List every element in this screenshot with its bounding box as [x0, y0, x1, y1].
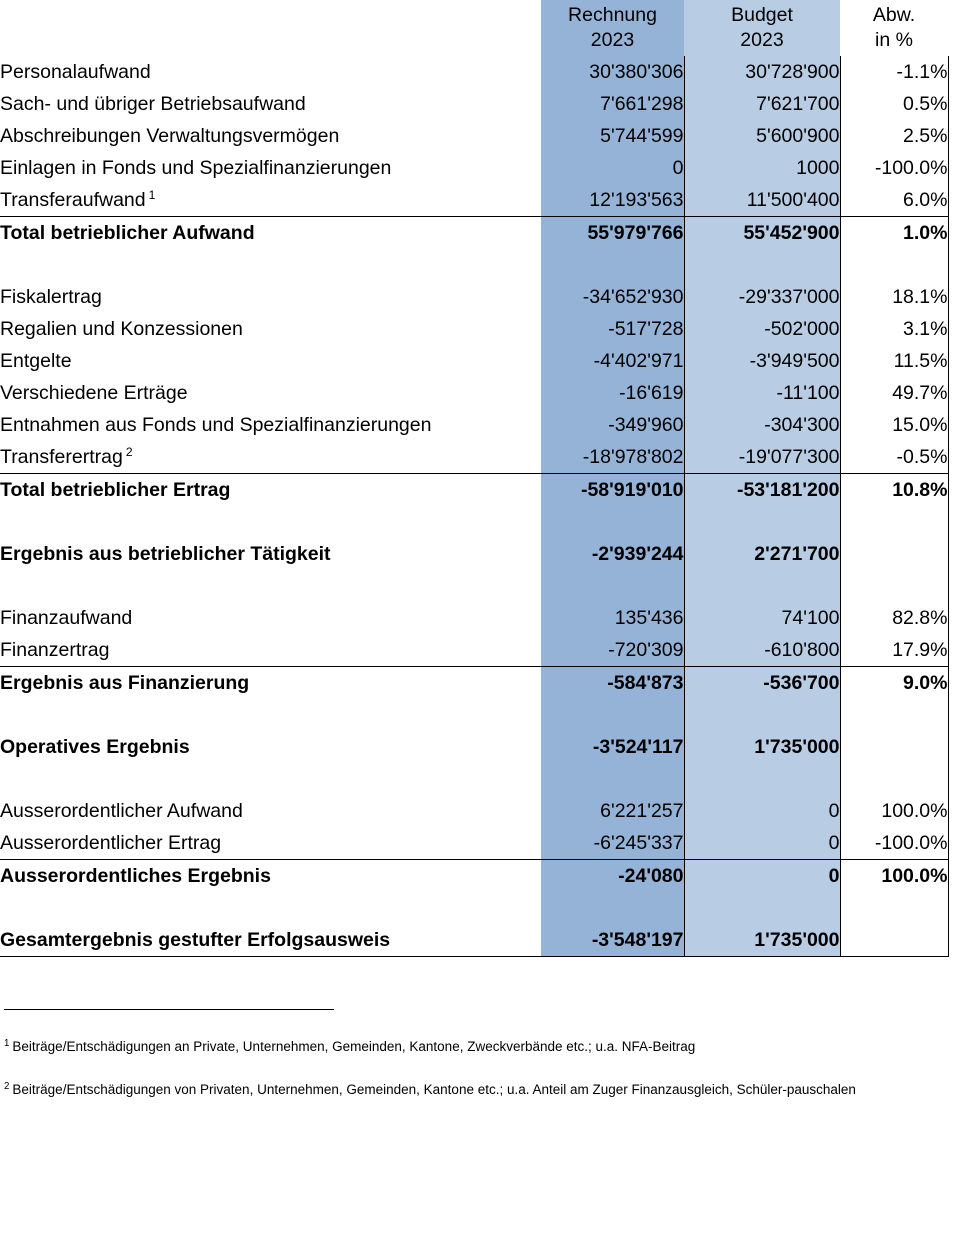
spacer-cell — [0, 249, 541, 281]
row-value-budget: -610'800 — [684, 634, 840, 667]
row-value-budget: -304'300 — [684, 409, 840, 441]
row-value-budget: -53'181'200 — [684, 474, 840, 507]
row-value-actual: -2'939'244 — [541, 538, 684, 570]
row-value-deviation — [840, 924, 948, 957]
spacer-cell — [840, 763, 948, 795]
table-row — [0, 377, 948, 409]
spacer-cell — [840, 892, 948, 924]
row-label — [0, 731, 541, 763]
row-label — [0, 634, 541, 667]
row-label — [0, 184, 541, 217]
table-spacer-row — [0, 763, 948, 795]
row-value-budget: 0 — [684, 795, 840, 827]
row-label-text: Finanzaufwand — [0, 607, 133, 629]
row-label-text: Einlagen in Fonds und Spezialfinanzierungen — [0, 157, 392, 179]
row-label — [0, 860, 541, 893]
row-label — [0, 667, 541, 700]
row-label-text: Total betrieblicher Aufwand — [0, 222, 255, 244]
row-value-deviation: 18.1% — [840, 281, 948, 313]
row-value-deviation: 6.0% — [840, 184, 948, 217]
row-value-actual: 135'436 — [541, 602, 684, 634]
spacer-cell — [684, 570, 840, 602]
row-value-actual: -3'524'117 — [541, 731, 684, 763]
column-header-actual-line1: Rechnung — [568, 4, 657, 26]
row-value-actual: -4'402'971 — [541, 345, 684, 377]
row-value-actual: 5'744'599 — [541, 120, 684, 152]
table-total-row — [0, 217, 948, 250]
column-header-budget-line2: 2023 — [740, 29, 784, 51]
row-label-text: Regalien und Konzessionen — [0, 318, 243, 340]
table-total-row — [0, 731, 948, 763]
spacer-cell — [840, 699, 948, 731]
row-value-deviation: 3.1% — [840, 313, 948, 345]
spacer-cell — [541, 763, 684, 795]
row-label — [0, 538, 541, 570]
footnote-item — [4, 1081, 955, 1098]
column-header-budget — [684, 0, 840, 56]
row-value-deviation: 10.8% — [840, 474, 948, 507]
row-value-actual: 12'193'563 — [541, 184, 684, 217]
table-total-row — [0, 860, 948, 893]
row-label — [0, 409, 541, 441]
row-label — [0, 345, 541, 377]
table-row — [0, 827, 948, 860]
row-value-budget: 0 — [684, 860, 840, 893]
row-label — [0, 474, 541, 507]
row-label — [0, 88, 541, 120]
row-value-deviation: 49.7% — [840, 377, 948, 409]
row-value-deviation: 15.0% — [840, 409, 948, 441]
row-label — [0, 120, 541, 152]
row-value-deviation: -1.1% — [840, 56, 948, 88]
row-value-budget: 55'452'900 — [684, 217, 840, 250]
row-value-actual: -16'619 — [541, 377, 684, 409]
row-label — [0, 217, 541, 250]
row-value-actual: -720'309 — [541, 634, 684, 667]
row-label-text: Ausserordentliches Ergebnis — [0, 865, 271, 887]
row-label — [0, 441, 541, 474]
row-value-actual: -18'978'802 — [541, 441, 684, 474]
row-value-budget: 1'735'000 — [684, 731, 840, 763]
spacer-cell — [541, 249, 684, 281]
row-value-deviation: -100.0% — [840, 152, 948, 184]
row-value-deviation: 0.5% — [840, 88, 948, 120]
row-label-text: Ausserordentlicher Ertrag — [0, 832, 222, 854]
row-label — [0, 281, 541, 313]
footnote-separator-rule — [4, 1009, 334, 1010]
row-value-actual: -34'652'930 — [541, 281, 684, 313]
row-value-deviation: 100.0% — [840, 860, 948, 893]
table-spacer-row — [0, 506, 948, 538]
row-label-text: Ergebnis aus Finanzierung — [0, 672, 250, 694]
row-label-text: Verschiedene Erträge — [0, 382, 188, 404]
column-header-actual-line2: 2023 — [590, 29, 635, 51]
table-row — [0, 313, 948, 345]
row-value-budget: 30'728'900 — [684, 56, 840, 88]
column-header-deviation-line1: Abw. — [872, 4, 916, 26]
row-value-budget: 1000 — [684, 152, 840, 184]
spacer-cell — [541, 699, 684, 731]
row-value-deviation: 9.0% — [840, 667, 948, 700]
table-total-row — [0, 924, 948, 957]
row-label — [0, 313, 541, 345]
row-label — [0, 152, 541, 184]
table-row — [0, 441, 948, 474]
table-row — [0, 88, 948, 120]
row-value-actual: -58'919'010 — [541, 474, 684, 507]
row-value-actual: 55'979'766 — [541, 217, 684, 250]
row-value-actual: -6'245'337 — [541, 827, 684, 860]
spacer-cell — [684, 699, 840, 731]
row-label-text: Operatives Ergebnis — [0, 736, 190, 758]
table-spacer-row — [0, 699, 948, 731]
row-value-budget: -19'077'300 — [684, 441, 840, 474]
spacer-cell — [0, 892, 541, 924]
row-value-budget: -536'700 — [684, 667, 840, 700]
row-label-text: Ergebnis aus betrieblicher Tätigkeit — [0, 543, 331, 565]
row-value-deviation: 1.0% — [840, 217, 948, 250]
table-body — [0, 56, 948, 957]
table-row — [0, 634, 948, 667]
row-value-budget: -3'949'500 — [684, 345, 840, 377]
spacer-cell — [541, 570, 684, 602]
footnotes-section — [0, 1009, 955, 1098]
spacer-cell — [684, 763, 840, 795]
row-value-actual: 7'661'298 — [541, 88, 684, 120]
footnote-list — [4, 1038, 955, 1098]
row-value-budget: 2'271'700 — [684, 538, 840, 570]
row-label-text: Entgelte — [0, 350, 72, 372]
row-value-budget: 1'735'000 — [684, 924, 840, 957]
table-spacer-row — [0, 892, 948, 924]
row-value-actual: -3'548'197 — [541, 924, 684, 957]
row-label — [0, 827, 541, 860]
row-label — [0, 56, 541, 88]
row-value-deviation: 100.0% — [840, 795, 948, 827]
row-label-text: Ausserordentlicher Aufwand — [0, 800, 243, 822]
table-total-row — [0, 667, 948, 700]
row-value-deviation: 17.9% — [840, 634, 948, 667]
row-value-actual: 30'380'306 — [541, 56, 684, 88]
row-label-text: Total betrieblicher Ertrag — [0, 479, 231, 501]
row-value-budget: -29'337'000 — [684, 281, 840, 313]
spacer-cell — [541, 892, 684, 924]
row-label-text: Abschreibungen Verwaltungsvermögen — [0, 125, 340, 147]
row-value-deviation: 2.5% — [840, 120, 948, 152]
row-label — [0, 602, 541, 634]
spacer-cell — [0, 699, 541, 731]
footnote-marker: 2 — [125, 444, 133, 459]
column-header-actual — [541, 0, 684, 56]
row-value-actual: -517'728 — [541, 313, 684, 345]
table-row — [0, 795, 948, 827]
row-label-text: Transferertrag — [0, 446, 123, 468]
row-value-deviation: 11.5% — [840, 345, 948, 377]
table-row — [0, 409, 948, 441]
row-value-budget: -502'000 — [684, 313, 840, 345]
column-header-label — [0, 0, 541, 56]
footnote-item-text: Beiträge/Entschädigungen von Privaten, Unternehmen, Gemeinden, Kantone etc.; u.a. Anteil am Zuger Finanzausgleich, Schüler-pauschalen — [12, 1082, 856, 1097]
column-header-deviation-line2: in % — [875, 29, 913, 51]
table-row — [0, 184, 948, 217]
spacer-cell — [684, 892, 840, 924]
row-value-deviation: -100.0% — [840, 827, 948, 860]
row-label-text: Gesamtergebnis gestufter Erfolgsausweis — [0, 929, 391, 951]
row-label-text: Entnahmen aus Fonds und Spezialfinanzierungen — [0, 414, 432, 436]
spacer-cell — [684, 506, 840, 538]
spacer-cell — [840, 249, 948, 281]
table-header — [0, 0, 948, 56]
column-header-deviation — [840, 0, 948, 56]
row-label-text: Finanzertrag — [0, 639, 110, 661]
spacer-cell — [684, 249, 840, 281]
footnote-item-marker: 1 — [4, 1037, 10, 1049]
table-row — [0, 56, 948, 88]
row-value-budget: 74'100 — [684, 602, 840, 634]
table-total-row — [0, 538, 948, 570]
spacer-cell — [0, 763, 541, 795]
spacer-cell — [0, 506, 541, 538]
row-label-text: Sach- und übriger Betriebsaufwand — [0, 93, 306, 115]
table-row — [0, 602, 948, 634]
row-label — [0, 924, 541, 957]
row-value-actual: -349'960 — [541, 409, 684, 441]
row-value-budget: 0 — [684, 827, 840, 860]
table-total-row — [0, 474, 948, 507]
row-value-budget: 11'500'400 — [684, 184, 840, 217]
row-label — [0, 795, 541, 827]
row-value-actual: 6'221'257 — [541, 795, 684, 827]
table-row — [0, 345, 948, 377]
row-label-text: Fiskalertrag — [0, 286, 102, 308]
table-spacer-row — [0, 249, 948, 281]
row-value-actual: 0 — [541, 152, 684, 184]
row-value-actual: -24'080 — [541, 860, 684, 893]
row-label-text: Personalaufwand — [0, 61, 151, 83]
row-value-budget: -11'100 — [684, 377, 840, 409]
row-value-deviation — [840, 538, 948, 570]
column-header-budget-line1: Budget — [731, 4, 793, 26]
row-label — [0, 377, 541, 409]
table-row — [0, 281, 948, 313]
table-spacer-row — [0, 570, 948, 602]
spacer-cell — [840, 570, 948, 602]
spacer-cell — [541, 506, 684, 538]
row-value-actual: -584'873 — [541, 667, 684, 700]
table-row — [0, 152, 948, 184]
footnote-marker: 1 — [148, 187, 156, 202]
row-value-deviation: -0.5% — [840, 441, 948, 474]
row-value-deviation: 82.8% — [840, 602, 948, 634]
spacer-cell — [840, 506, 948, 538]
row-label-text: Transferaufwand — [0, 189, 146, 211]
table-row — [0, 120, 948, 152]
footnote-item-marker: 2 — [4, 1080, 10, 1092]
footnote-item-text: Beiträge/Entschädigungen an Private, Unternehmen, Gemeinden, Kantone, Zweckverbände etc.; u.a. NFA-Beitrag — [12, 1039, 696, 1054]
row-value-budget: 7'621'700 — [684, 88, 840, 120]
row-value-deviation — [840, 731, 948, 763]
spacer-cell — [0, 570, 541, 602]
row-value-budget: 5'600'900 — [684, 120, 840, 152]
table-header-row — [0, 0, 948, 56]
footnote-item — [4, 1038, 955, 1055]
